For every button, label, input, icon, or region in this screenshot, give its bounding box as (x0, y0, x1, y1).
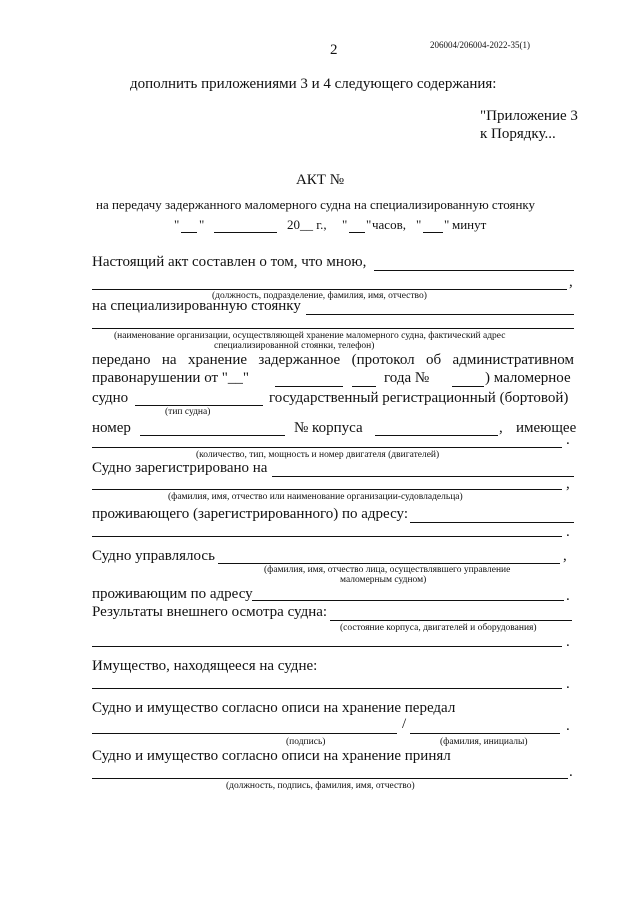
hours-label: часов, (372, 217, 406, 232)
month-blank (214, 232, 277, 233)
caption-vessel-type: (тип судна) (165, 407, 211, 417)
document-page: 2 206004/206004-2022-35(1) дополнить приложениями 3 и 4 следующего содержания: "Приложение 3 к Порядку... АКТ № на передачу задержанного маломерного судна на специализированную стоянку " " 20__ г., " " часов, " " минут Настоящий акт составлен о том, что мною, , (должность, подразделение, фамилия, имя, отчество) на специализированную стоянку (наименование организации, осуществляющей хранение маломерного судна, фактический адрес специализированной стоянки, телефон) передано на хранение задержанное (протокол об административном правонарушении от "__" года № ) маломерное судно государственный регистрационный (бортовой) (тип судна) номер № корпуса , имеющее . (количество, тип, мощность и номер двигателя (двигателей) Судно зарегистрировано на , (фамилия, имя, отчество или наименование организации-судовладельца) проживающего (зарегистрированного) по адресу: . Судно управлялось , (фамилия, имя, отчество лица, осуществлявшего управление маломерным судном) проживающим по адресу . Результаты внешнего осмотра судна: (состояние корпуса, двигателей и оборудования) . Имущество, находящееся на судне: . Судно и имущество согласно описи на хранение передал / . (подпись) (фамилия, инициалы) Судно и имущество согласно описи на хранение принял . (должность, подпись, фамилия, имя, отчество) (0, 0, 640, 905)
caption-owner: (фамилия, имя, отчество или наименование организации-судовладельца) (168, 492, 463, 502)
minutes-label: минут (452, 217, 487, 232)
registered-to-label: Судно зарегистрировано на (92, 460, 268, 476)
act-subtitle: на передачу задержанного маломерного судна на специализированную стоянку (96, 197, 536, 212)
caption-engines: (количество, тип, мощность и номер двигателя (двигателей) (196, 450, 440, 460)
caption-signature: (подпись) (286, 737, 326, 747)
protocol-number-blank (452, 386, 484, 387)
act-title: АКТ № (295, 172, 345, 188)
appendix-line2: к Порядку... (480, 126, 556, 142)
inspection-blank-2 (92, 646, 562, 647)
composer-blank-2 (92, 289, 567, 290)
operator-address-blank (252, 600, 564, 601)
hours-blank (349, 232, 365, 233)
parking-blank-2 (92, 328, 574, 329)
day-blank (181, 232, 197, 233)
property-blank (92, 688, 562, 689)
handed-signature-blank (92, 733, 397, 734)
protocol-date-blank (275, 386, 343, 387)
handed-name-blank (410, 733, 560, 734)
accepted-label: Судно и имущество согласно описи на хранение принял (92, 748, 451, 764)
caption-inspection: (состояние корпуса, двигателей и оборудования) (340, 623, 537, 633)
composer-blank-1 (374, 270, 574, 271)
parking-label: на специализированную стоянку (92, 298, 301, 314)
operated-by-label: Судно управлялось (92, 548, 215, 564)
owner-address-blank-2 (92, 536, 562, 537)
hull-number-blank (375, 435, 498, 436)
caption-accepted: (должность, подпись, фамилия, имя, отчество) (226, 781, 415, 791)
caption-position: (должность, подразделение, фамилия, имя, отчество) (212, 291, 427, 301)
accepted-blank (92, 778, 568, 779)
owner-blank-2 (92, 489, 562, 490)
page-number: 2 (330, 42, 338, 58)
transfer-text: передано на хранение задержанное (протокол об административном (92, 352, 574, 368)
operator-address-label: проживающим по адресу (92, 586, 253, 602)
owner-address-label: проживающего (зарегистрированного) по адресу: (92, 506, 409, 522)
inspection-blank-1 (330, 620, 572, 621)
reg-number-blank (140, 435, 285, 436)
appendix-line1: "Приложение 3 (480, 108, 578, 124)
protocol-year-blank (352, 386, 376, 387)
caption-operator-2: маломерным судном) (340, 575, 427, 585)
operator-blank (218, 563, 560, 564)
intro-text: дополнить приложениями 3 и 4 следующего содержания: (130, 76, 497, 92)
inspection-label: Результаты внешнего осмотра судна: (92, 604, 328, 620)
document-id: 206004/206004-2022-35(1) (430, 40, 530, 50)
caption-organization-2: специализированной стоянки, телефон) (214, 341, 375, 351)
caption-initials: (фамилия, инициалы) (440, 737, 528, 747)
caption-operator: (фамилия, имя, отчество лица, осуществлявшего управление (264, 565, 511, 575)
owner-blank-1 (272, 476, 574, 477)
engines-blank (92, 447, 562, 448)
minutes-blank (423, 232, 443, 233)
caption-organization: (наименование организации, осуществляющей хранение маломерного судна, фактический адрес (114, 331, 506, 341)
vessel-type-blank (135, 405, 263, 406)
property-label: Имущество, находящееся на судне: (92, 658, 318, 674)
year-label: 20__ г., (287, 217, 327, 232)
owner-address-blank-1 (410, 522, 574, 523)
handed-over-label: Судно и имущество согласно описи на хранение передал (92, 700, 456, 716)
parking-blank-1 (306, 314, 574, 315)
composed-by-label: Настоящий акт составлен о том, что мною, (92, 254, 367, 270)
